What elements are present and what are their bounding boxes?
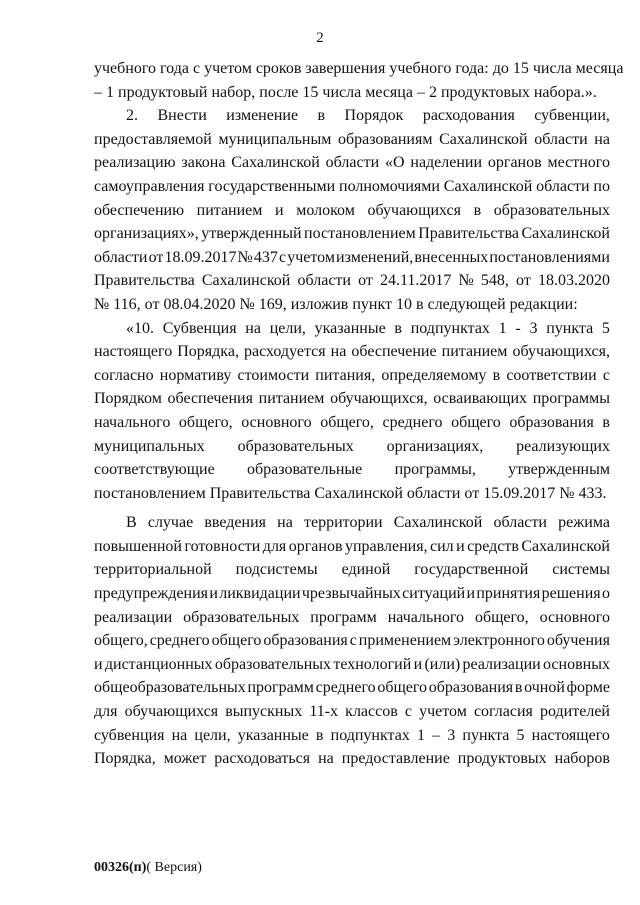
word: области — [534, 130, 588, 148]
page-number: 2 — [316, 30, 324, 46]
word: настоящего — [531, 726, 610, 744]
word: системы — [552, 561, 610, 579]
text-line: постановлением Правительства Сахалинской области от 15.09.2017 № 433. — [94, 484, 607, 502]
word: «10. — [126, 319, 154, 337]
word: может — [163, 750, 207, 768]
text-line — [94, 724, 610, 748]
word: реализации — [462, 655, 541, 673]
word: управления, — [344, 537, 428, 555]
word: Порядка, — [177, 343, 239, 361]
word: питанием — [258, 390, 325, 408]
word: расходуется — [244, 343, 326, 361]
word: классов — [345, 703, 398, 721]
word: основных — [543, 655, 610, 673]
word: программ — [310, 608, 377, 626]
text-line — [94, 364, 610, 388]
word: образовательных — [493, 201, 610, 219]
word: начального — [387, 608, 465, 626]
text-line: № 116, от 08.04.2020 № 169, изложив пункт 10 в следующей редакции: — [94, 295, 578, 313]
text-line — [94, 222, 610, 246]
word: Внести — [157, 107, 207, 125]
word: Порядок — [344, 107, 404, 125]
word: муниципальных — [94, 437, 205, 455]
word: пункта — [546, 319, 594, 337]
word: начального — [94, 413, 171, 431]
word: изменение — [226, 107, 299, 125]
text-line — [94, 676, 610, 700]
word: введения — [204, 514, 266, 532]
word: на — [245, 319, 261, 337]
word: 1 — [498, 319, 507, 337]
word: общего, — [94, 632, 148, 650]
word: программ — [247, 679, 314, 697]
word: согласия — [473, 703, 533, 721]
word: изменений, — [336, 248, 414, 266]
word: для — [94, 703, 118, 721]
word: органов — [487, 154, 542, 172]
word: муниципальным — [218, 130, 332, 148]
word: № — [237, 248, 253, 266]
word: территории — [304, 514, 383, 532]
word: организациях», — [94, 225, 199, 243]
word: общего, — [178, 413, 233, 431]
word: решения — [541, 585, 601, 603]
word: средств — [467, 537, 519, 555]
word: утвержденным — [508, 461, 610, 479]
word: 5 — [516, 726, 525, 744]
word: режима — [558, 514, 610, 532]
word: единой — [341, 561, 391, 579]
word: в — [473, 201, 482, 219]
word: подсистемы — [235, 561, 318, 579]
text-line: – 1 продуктовый набор, после 15 числа месяца – 2 продуктовых набора.». — [94, 83, 597, 101]
word: реализации — [94, 608, 173, 626]
word: образования — [263, 632, 348, 650]
word: ликвидации — [219, 585, 301, 603]
word: повышенной — [94, 537, 182, 555]
word: питанием — [441, 343, 508, 361]
word: выпускных — [225, 703, 303, 721]
word: самоуправления — [94, 177, 205, 195]
word: питанием — [196, 201, 263, 219]
word: Сахалинской — [439, 130, 528, 148]
word: на — [277, 514, 293, 532]
text-line — [94, 653, 610, 677]
word: области — [493, 514, 547, 532]
word: программы, — [394, 461, 476, 479]
word: цели, — [269, 319, 306, 337]
word: – — [432, 726, 441, 744]
document-version: ( Версия) — [146, 860, 202, 875]
word: обеспечения — [167, 390, 253, 408]
word: 437 — [253, 248, 278, 266]
word: Порядка, — [94, 750, 156, 768]
text-line — [94, 558, 610, 582]
word: обеспечению — [94, 201, 185, 219]
text-line — [94, 700, 610, 724]
word: 5 — [601, 319, 610, 337]
word: 2. — [126, 107, 138, 125]
text-line — [94, 458, 610, 482]
text-line — [94, 387, 610, 411]
word: образовательных — [237, 437, 354, 455]
word: 11-х — [309, 703, 339, 721]
word: ситуаций — [402, 585, 466, 603]
word: Сахалинской — [231, 154, 320, 172]
text-line — [94, 747, 610, 771]
word: предоставление — [341, 750, 450, 768]
word: и — [466, 585, 476, 603]
word: наборов — [554, 750, 610, 768]
word: Правительства — [94, 272, 195, 290]
word: от — [148, 248, 164, 266]
text-line — [94, 175, 610, 199]
word: «О — [384, 154, 405, 172]
word: по — [593, 177, 610, 195]
word: закона — [181, 154, 226, 172]
word: 18.03.2020 — [537, 272, 610, 290]
word: общеобразовательных — [94, 679, 246, 697]
word: основного — [241, 413, 312, 431]
word: реализующих — [516, 437, 610, 455]
word: принятия — [476, 585, 541, 603]
text-line — [94, 269, 610, 293]
text-line — [94, 340, 610, 364]
word: питания, — [315, 366, 376, 384]
word: общего — [211, 632, 262, 650]
word: области — [297, 272, 351, 290]
word: области — [94, 248, 148, 266]
word: подпунктах — [410, 319, 490, 337]
text-line — [94, 606, 610, 630]
word: сил — [430, 537, 454, 555]
word: чрезвычайных — [301, 585, 401, 603]
word: соответствии — [506, 366, 597, 384]
word: родителей — [540, 703, 610, 721]
text-line — [94, 151, 610, 175]
word: образования — [428, 679, 514, 697]
word: общего — [377, 679, 428, 697]
word: на — [330, 343, 347, 361]
word: и — [413, 655, 423, 673]
word: обучения — [546, 632, 610, 650]
word: расходования — [422, 107, 515, 125]
word: 24.11.2017 — [380, 272, 452, 290]
word: указанные — [237, 726, 309, 744]
word: среднего — [382, 413, 443, 431]
word: обеспечение — [351, 343, 437, 361]
word: и — [456, 537, 465, 555]
word: программы — [532, 390, 610, 408]
word: применением — [358, 632, 452, 650]
word: Сахалинской — [443, 177, 533, 195]
word: предупреждения — [94, 585, 209, 603]
word: в — [394, 319, 402, 337]
word: с — [404, 703, 412, 721]
word: в — [317, 107, 326, 125]
word: указанные — [314, 319, 386, 337]
word: государственными — [208, 177, 336, 195]
word: Правительства — [418, 225, 519, 243]
word: дистанционных — [104, 655, 213, 673]
word: подпунктах — [330, 726, 410, 744]
word: учетом — [419, 703, 467, 721]
document-code: 00326(п) — [94, 860, 147, 875]
word: от — [516, 272, 531, 290]
word: цели, — [194, 726, 231, 744]
word: технологий — [333, 655, 412, 673]
word: образовательные — [246, 461, 363, 479]
paragraph-2-first-line — [94, 104, 610, 128]
word: на — [318, 750, 334, 768]
word: очной — [524, 679, 565, 697]
word: на — [594, 130, 610, 148]
word: области — [325, 154, 380, 172]
quoted-paragraph-first-line — [94, 317, 610, 341]
word: местного — [547, 154, 610, 172]
text-line — [94, 199, 610, 223]
word: основного — [539, 608, 610, 626]
word: соответствующие — [94, 461, 215, 479]
word: Сахалинской — [521, 537, 610, 555]
word: территориальной — [94, 561, 212, 579]
word: полномочиями — [339, 177, 440, 195]
word: электронного — [453, 632, 545, 650]
word: государственной — [414, 561, 529, 579]
word: 3 — [529, 319, 538, 337]
word: учетом — [287, 248, 335, 266]
document-footer — [94, 860, 202, 876]
word: осваивающих — [433, 390, 528, 408]
word: среднего — [149, 632, 210, 650]
paragraph-emergency-first-line — [94, 511, 610, 535]
word: молоком — [296, 201, 355, 219]
word: В — [126, 514, 137, 532]
word: обучающихся — [124, 703, 219, 721]
word: образованиям — [337, 130, 433, 148]
word: организациях, — [386, 437, 484, 455]
word: органов — [288, 537, 343, 555]
text-line — [94, 128, 610, 152]
text-line — [94, 411, 610, 435]
word: № — [458, 272, 474, 290]
word: в — [602, 413, 610, 431]
word: утвержденный — [201, 225, 302, 243]
text-line — [94, 629, 610, 653]
word: наделении — [410, 154, 483, 172]
word: определяемому — [381, 366, 487, 384]
word: расходоваться — [214, 750, 311, 768]
text-line — [94, 535, 610, 559]
word: предоставляемой — [94, 130, 212, 148]
word: стоимости — [237, 366, 310, 384]
word: 548, — [480, 272, 509, 290]
word: обучающихся, — [330, 390, 428, 408]
word: образовательных — [183, 608, 300, 626]
word: 18.09.2017 — [164, 248, 237, 266]
word: и — [275, 201, 284, 219]
word: нормативу — [159, 366, 232, 384]
word: Сахалинской — [393, 514, 483, 532]
word: с — [279, 248, 287, 266]
word: Сахалинской — [521, 225, 610, 243]
word: Порядком — [94, 390, 162, 408]
word: общего, — [474, 608, 529, 626]
word: с — [602, 366, 610, 384]
word: внесенных — [414, 248, 489, 266]
word: обучающихся — [367, 201, 461, 219]
text-line: учебного года с учетом сроков завершения учебного года: до 15 числа месяца — [94, 60, 624, 77]
word: и — [94, 655, 103, 673]
word: случае — [147, 514, 194, 532]
word: постановлением — [304, 225, 416, 243]
word: в — [514, 679, 523, 697]
word: среднего — [315, 679, 376, 697]
word: настоящего — [94, 343, 173, 361]
word: пункта — [462, 726, 510, 744]
text-line — [94, 582, 610, 606]
word: (или) — [424, 655, 461, 673]
word: на — [171, 726, 188, 744]
word: обучающихся, — [512, 343, 610, 361]
word: с — [349, 632, 357, 650]
word: 1 — [416, 726, 425, 744]
word: готовности — [184, 537, 261, 555]
word: общего, — [320, 413, 374, 431]
word: субвенции, — [534, 107, 610, 125]
word: образовательных — [214, 655, 332, 673]
word: согласно — [94, 366, 154, 384]
word: образования — [509, 413, 594, 431]
word: реализацию — [94, 154, 176, 172]
word: и — [209, 585, 218, 603]
document-body — [94, 57, 624, 771]
text-line — [94, 246, 610, 270]
word: Субвенция — [162, 319, 237, 337]
word: Сахалинской — [201, 272, 291, 290]
word: продуктовых — [457, 750, 547, 768]
word: - — [515, 319, 521, 337]
word: в — [492, 366, 501, 384]
word: субвенция — [94, 726, 165, 744]
word: для — [262, 537, 287, 555]
word: от — [358, 272, 373, 290]
word: форме — [566, 679, 610, 697]
word: 3 — [447, 726, 456, 744]
word: области — [536, 177, 590, 195]
text-line — [94, 435, 610, 459]
word: постановлениями — [489, 248, 610, 266]
word: общего — [451, 413, 501, 431]
word: о — [601, 585, 610, 603]
word: в — [315, 726, 324, 744]
